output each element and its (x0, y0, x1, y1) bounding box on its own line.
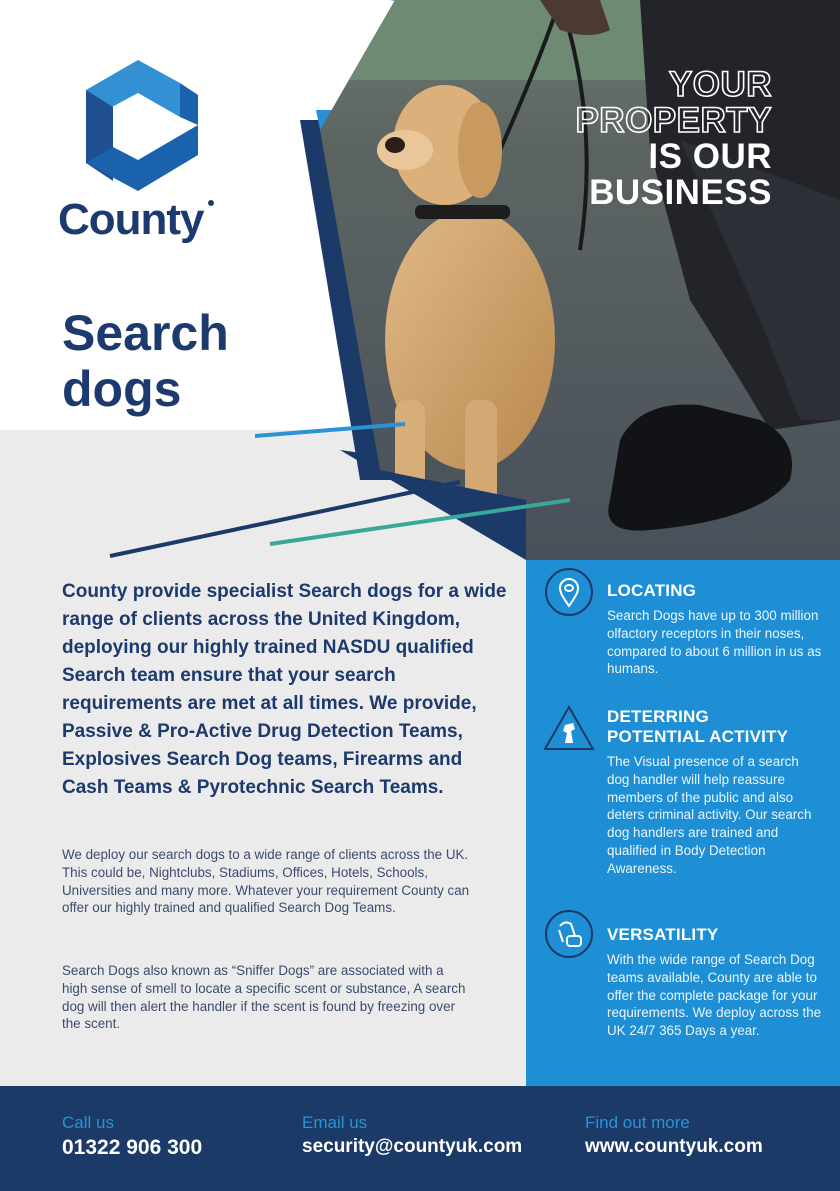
website-link[interactable]: www.countyuk.com (585, 1136, 763, 1157)
location-pin-icon (543, 566, 595, 618)
page-title-line1: Search (62, 305, 229, 361)
feature-title-deterring-line1: DETERRING (607, 707, 709, 726)
feature-text-locating: Search Dogs have up to 300 million olfactory receptors in their noses, compared to about 6 million in us as humans. (607, 608, 822, 677)
intro-paragraph: County provide specialist Search dogs for a wide range of clients across the United Kingdom, deploying our highly trained NASDU qualified Search team ensure that your search requirements are met at all times. We provide, Passive & Pro-Active Drug Detection Teams, Explosives Search Dog teams, Firearms and Cash Teams & Pyrotechnic Search Teams. (62, 581, 507, 798)
headline-line4: BUSINESS (589, 173, 772, 212)
dog-warning-icon (543, 703, 595, 755)
headline (575, 67, 772, 211)
brand-name: County (58, 195, 204, 244)
hand-coins-icon (543, 908, 595, 960)
web-label: Find out more (585, 1113, 690, 1132)
email-link[interactable]: security@countyuk.com (302, 1136, 523, 1157)
headline-line2: PROPERTY (575, 101, 772, 140)
page-title-line2: dogs (62, 361, 182, 417)
feature-text-versatility: With the wide range of Search Dog teams available, County are able to offer the complete package for your requirements. We deploy across the UK 24/7 365 Days a year. (607, 952, 822, 1039)
feature-title-versatility: VERSATILITY (607, 925, 719, 944)
body-paragraph-2: Search Dogs also known as “Sniffer Dogs” are associated with a high sense of smell to locate a specific scent or substance, A search dog will then alert the handler if the scent is found by freezing over the scent. (62, 963, 466, 1032)
brand-dot (208, 200, 214, 206)
feature-title-locating: LOCATING (607, 581, 697, 600)
headline-line1: YOUR (668, 65, 772, 104)
feature-title-deterring (607, 707, 788, 747)
phone-number[interactable]: 01322 906 300 (62, 1136, 203, 1159)
email-label: Email us (302, 1113, 368, 1132)
body-paragraph-1: We deploy our search dogs to a wide range of clients across the UK. This could be, Nightclubs, Stadiums, Offices, Hotels, Schools, Universities and many more. Whatever your requirement County can offer our highly trained and qualified Search Dog Teams. (62, 847, 470, 916)
feature-text-deterring: The Visual presence of a search dog handler will help reassure members of the public and also deters criminal activity. Our search dog handlers are trained and qualified in Body Detection Awareness. (607, 754, 812, 876)
feature-title-deterring-line2: POTENTIAL ACTIVITY (607, 727, 789, 746)
headline-line3: IS OUR (648, 137, 772, 176)
call-label: Call us (62, 1113, 114, 1132)
brand-wordmark (58, 195, 214, 245)
page-title (62, 305, 229, 417)
